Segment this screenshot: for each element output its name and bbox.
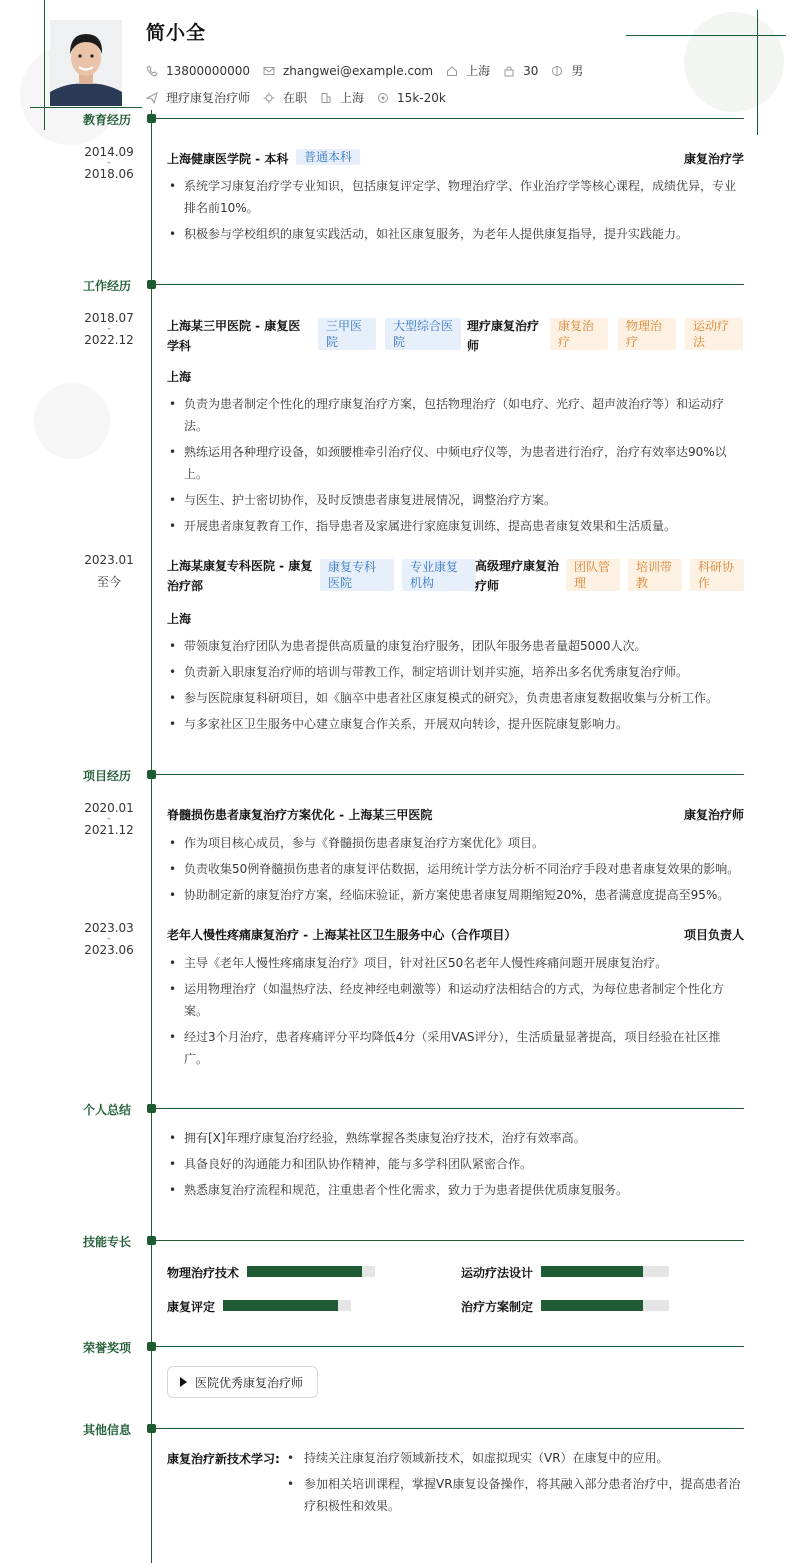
list-item: • 具备良好的沟通能力和团队协作精神，能与多学科团队紧密合作。: [167, 1153, 744, 1175]
section-title-summary: 个人总结: [83, 1103, 132, 1117]
send-icon: [146, 92, 158, 104]
role-tag: 团队管理: [566, 559, 620, 591]
skill-bar: [541, 1300, 669, 1311]
position-item: [146, 89, 250, 106]
job-location: 上海: [167, 612, 192, 626]
list-item: • 主导《老年人慢性疼痛康复治疗》项目，针对社区50名老年人慢性疼痛问题开展康复治疗。: [167, 952, 744, 974]
list-item: • 参与医院康复科研项目，如《脑卒中患者社区康复模式的研究》，负责患者康复数据收集与分析工作。: [167, 687, 744, 709]
phone-text: 13800000000: [166, 63, 250, 78]
entry-date: 2014.09 - 2018.06: [84, 145, 134, 181]
home-icon: [446, 65, 458, 77]
mail-icon: [263, 65, 275, 77]
decor-circle: [684, 12, 784, 112]
project-role: 康复治疗师: [683, 808, 744, 822]
list-item: • 参加相关培训课程，掌握VR康复设备操作，将其融入部分患者治疗中，提高患者治疗积极性和效果。: [287, 1473, 744, 1517]
list-item: • 系统学习康复治疗学专业知识，包括康复评定学、物理治疗学、作业治疗学等核心课程，成绩优异，专业排名前10%。: [167, 175, 744, 219]
play-icon: [180, 1377, 187, 1387]
project-bullets: [167, 952, 744, 1074]
status-item: [263, 89, 307, 106]
list-item: • 负责收集50例脊髓损伤患者的康复评估数据，运用统计学方法分析不同治疗手段对患者康复效果的影响。: [167, 858, 744, 880]
section-title-skills: 技能专长: [83, 1235, 132, 1249]
list-item: • 负责新入职康复治疗师的培训与带教工作，制定培训计划并实施，培养出多名优秀康复治疗师。: [167, 661, 744, 683]
work-bullets: [167, 635, 744, 739]
role-tag: 运动疗法: [685, 318, 743, 350]
section-marker: [147, 114, 156, 123]
email-item: [263, 64, 433, 78]
project-title: 脊髓损伤患者康复治疗方案优化 - 上海某三甲医院: [167, 808, 433, 822]
other-label: 康复治疗新技术学习:: [167, 1452, 280, 1466]
award-badge: [167, 1366, 318, 1398]
age-item: [503, 64, 538, 78]
skill-name: 治疗方案制定: [461, 1300, 534, 1314]
section-title-education: 教育经历: [83, 113, 132, 127]
company-tag: 大型综合医院: [385, 318, 461, 350]
section-marker: [147, 1342, 156, 1351]
section-marker: [147, 1424, 156, 1433]
contact-row: [146, 62, 596, 79]
phone-icon: [146, 65, 158, 77]
education-bullets: [167, 175, 744, 249]
work-city-item: [320, 89, 364, 106]
age-text: 30: [523, 63, 539, 78]
list-item: • 拥有[X]年理疗康复治疗经验，熟练掌握各类康复治疗技术，治疗有效率高。: [167, 1127, 744, 1149]
decor-line: [44, 0, 45, 130]
avatar: [50, 20, 122, 106]
skill-name: 康复评定: [167, 1300, 216, 1314]
section-divider: [156, 774, 744, 775]
project-role: 项目负责人: [683, 928, 744, 942]
section-divider: [156, 284, 744, 285]
skill-bar-fill: [541, 1266, 643, 1277]
list-item: • 熟练运用各种理疗设备，如颈腰椎牵引治疗仪、中频电疗仪等，为患者进行治疗，治疗有效率达90%以上。: [167, 441, 744, 485]
salary-item: [377, 91, 446, 105]
entry-date: 2023.03 - 2023.06: [84, 921, 134, 957]
list-item: • 经过3个月治疗，患者疼痛评分平均降低4分（采用VAS评分），生活质量显著提高，项目经验在社区推广。: [167, 1026, 744, 1070]
company-tag: 康复专科医院: [320, 559, 394, 591]
entry-date: 2020.01 - 2021.12: [84, 801, 134, 837]
section-title-work: 工作经历: [83, 279, 132, 293]
skill-name: 运动疗法设计: [461, 1266, 534, 1280]
skill-bar-fill: [541, 1300, 643, 1311]
position-text: 理疗康复治疗师: [166, 91, 251, 105]
role-tag: 物理治疗: [618, 318, 676, 350]
salary-text: 15k-20k: [397, 90, 446, 105]
section-title-projects: 项目经历: [83, 769, 132, 783]
salary-icon: [377, 92, 389, 104]
degree-tag: 普通本科: [296, 149, 360, 165]
role-tag: 科研协作: [690, 559, 744, 591]
section-divider: [156, 1346, 744, 1347]
section-divider: [156, 1240, 744, 1241]
skill-bar-fill: [247, 1266, 362, 1277]
role-tag: 培训带教: [628, 559, 682, 591]
section-title-honors: 荣誉奖项: [83, 1341, 132, 1355]
award-label: 医院优秀康复治疗师: [195, 1375, 304, 1390]
work-bullets: [167, 393, 744, 541]
city-item: [446, 62, 490, 79]
section-marker: [147, 770, 156, 779]
list-item: • 开展患者康复教育工作，指导患者及家属进行家庭康复训练，提高患者康复效果和生活质量。: [167, 515, 744, 537]
status-text: 在职: [283, 91, 308, 105]
list-item: • 与多家社区卫生服务中心建立康复合作关系，开展双向转诊，提升医院康复影响力。: [167, 713, 744, 735]
decor-line: [757, 10, 758, 135]
list-item: • 与医生、护士密切协作，及时反馈患者康复进展情况，调整治疗方案。: [167, 489, 744, 511]
city-text: 上海: [466, 64, 491, 78]
job-intent-row: [146, 89, 459, 106]
phone-item: [146, 64, 250, 78]
list-item: • 带领康复治疗团队为患者提供高质量的康复治疗服务，团队年服务患者量超5000人次。: [167, 635, 744, 657]
skill-bar: [541, 1266, 669, 1277]
decor-line: [30, 107, 142, 108]
job-location: 上海: [167, 370, 192, 384]
section-divider: [156, 118, 744, 119]
job-role: 高级理疗康复治疗师: [475, 559, 560, 593]
company-name: 上海某三甲医院 - 康复医学科: [167, 319, 301, 353]
project-bullets: [167, 832, 744, 910]
list-item: • 积极参与学校组织的康复实践活动，如社区康复服务，为老年人提供康复指导，提升实践能力。: [167, 223, 744, 245]
entry-date: 2018.07 - 2022.12: [84, 311, 134, 347]
company-name: 上海某康复专科医院 - 康复治疗部: [167, 559, 313, 593]
skill-bar: [223, 1300, 351, 1311]
decor-circle: [34, 383, 110, 459]
gender-item: [551, 62, 583, 79]
section-divider: [156, 1428, 744, 1429]
other-bullets: [287, 1447, 744, 1521]
section-marker: [147, 1236, 156, 1245]
summary-bullets: [167, 1127, 744, 1205]
list-item: • 协助制定新的康复治疗方案，经临床验证，新方案使患者康复周期缩短20%，患者满意度提高至95%。: [167, 884, 744, 906]
age-icon: [503, 65, 515, 77]
status-icon: [263, 92, 275, 104]
work-city-text: 上海: [340, 91, 365, 105]
project-title: 老年人慢性疼痛康复治疗 - 上海某社区卫生服务中心（合作项目）: [167, 928, 517, 942]
list-item: • 作为项目核心成员，参与《脊髓损伤患者康复治疗方案优化》项目。: [167, 832, 744, 854]
section-title-other: 其他信息: [83, 1423, 132, 1437]
building-icon: [320, 92, 332, 104]
entry-date: 2023.01 至今: [84, 553, 134, 589]
role-tag: 康复治疗: [550, 318, 608, 350]
email-text: zhangwei@example.com: [282, 63, 434, 78]
skill-bar-fill: [223, 1300, 338, 1311]
job-role: 理疗康复治疗师: [467, 319, 540, 353]
gender-icon: [551, 65, 563, 77]
section-marker: [147, 1104, 156, 1113]
decor-line: [626, 35, 786, 36]
list-item: • 负责为患者制定个性化的理疗康复治疗方案，包括物理治疗（如电疗、光疗、超声波治疗等）和运动疗法。: [167, 393, 744, 437]
gender-text: 男: [571, 64, 584, 78]
company-tag: 专业康复机构: [402, 559, 476, 591]
list-item: • 运用物理治疗（如温热疗法、经皮神经电刺激等）和运动疗法相结合的方式，为每位患者制定个性化方案。: [167, 978, 744, 1022]
major-name: 康复治疗学: [683, 152, 744, 166]
company-tag: 三甲医院: [318, 318, 376, 350]
section-marker: [147, 280, 156, 289]
list-item: • 熟悉康复治疗流程和规范，注重患者个性化需求，致力于为患者提供优质康复服务。: [167, 1179, 744, 1201]
skill-bar: [247, 1266, 375, 1277]
section-divider: [156, 1108, 744, 1109]
skill-name: 物理治疗技术: [167, 1266, 240, 1280]
school-name: 上海健康医学院 - 本科: [167, 152, 289, 166]
candidate-name: 简小全: [146, 22, 207, 44]
list-item: • 持续关注康复治疗领域新技术，如虚拟现实（VR）在康复中的应用。: [287, 1447, 744, 1469]
